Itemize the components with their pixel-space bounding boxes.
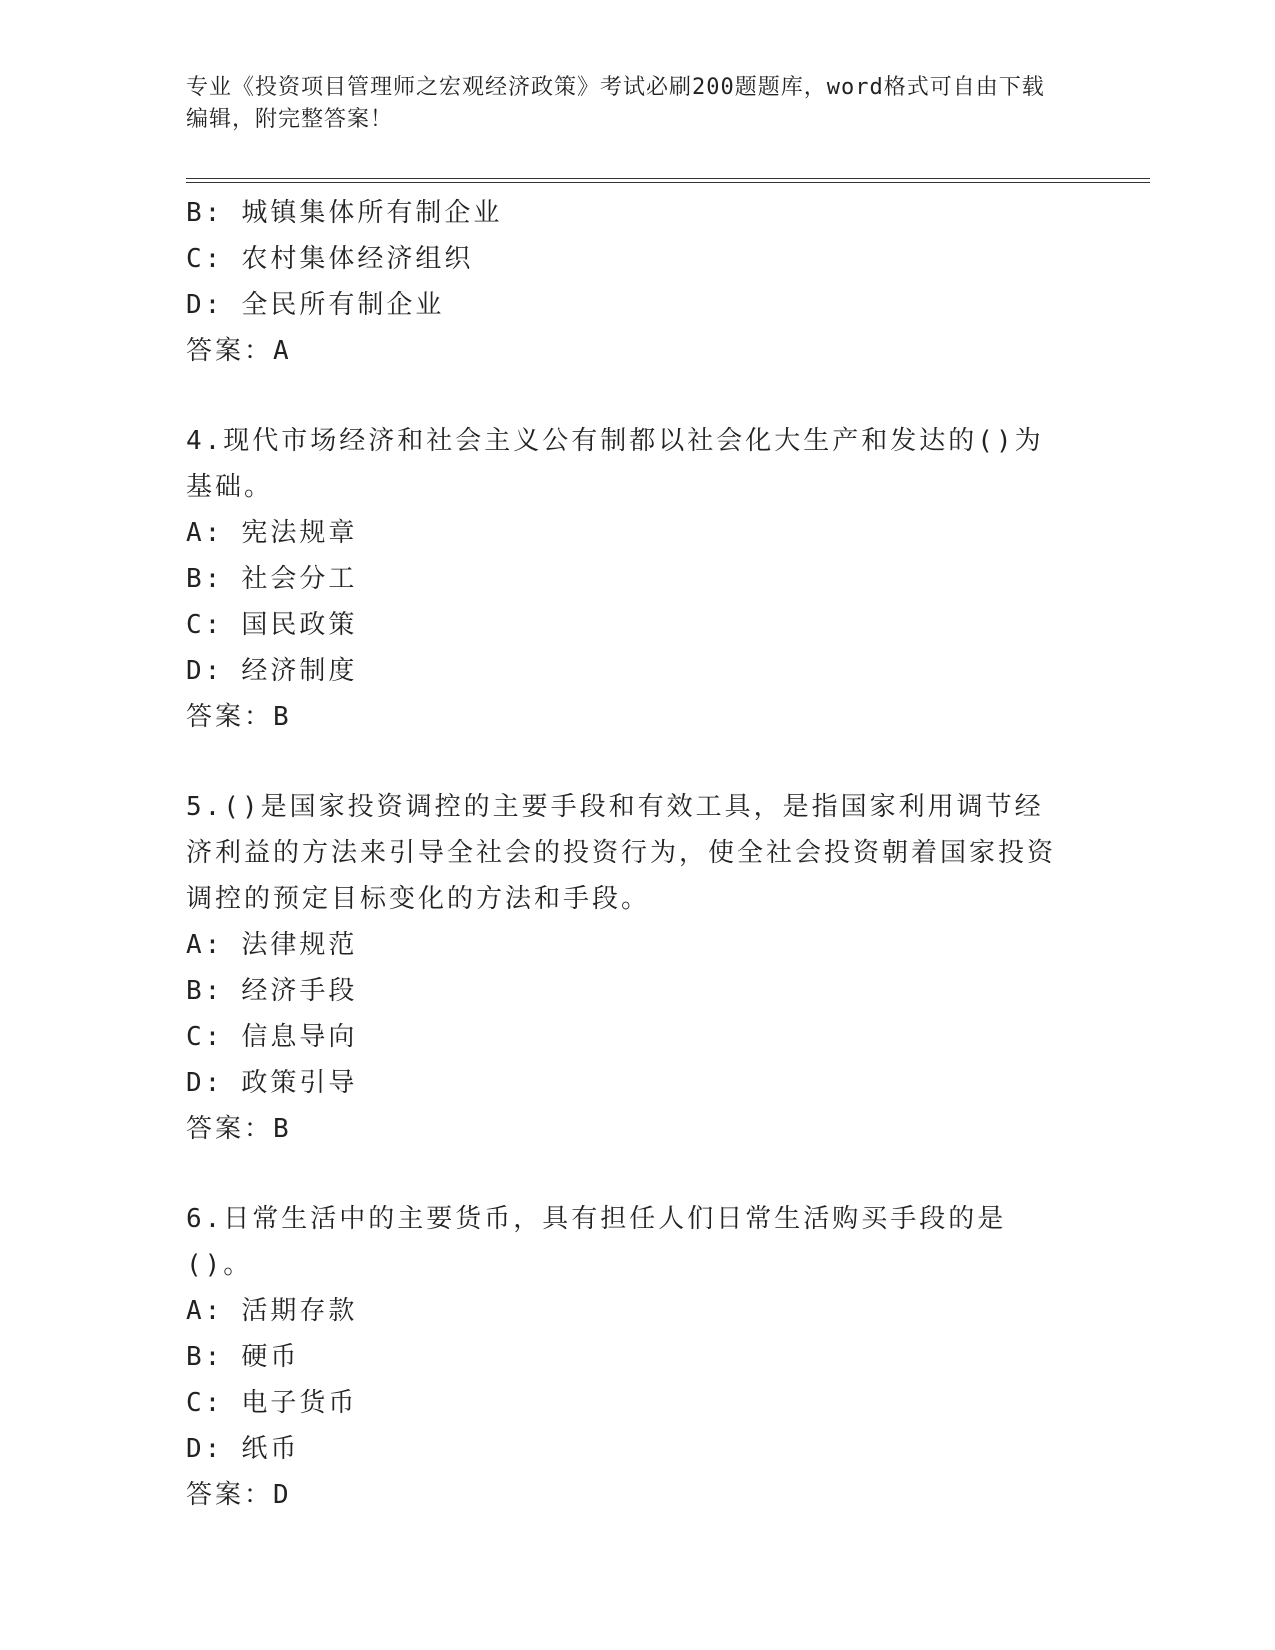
question-text: 5.()是国家投资调控的主要手段和有效工具，是指国家利用调节经济利益的方法来引导全社会的投资行为，使全社会投资朝着国家投资调控的预定目标变化的方法和手段。: [186, 792, 1057, 914]
option-key: A:: [186, 1296, 224, 1326]
option-text: 纸币: [241, 1434, 300, 1464]
answer-label: 答案：: [186, 702, 274, 732]
option-text: 硬币: [241, 1342, 300, 1372]
option-text: 经济手段: [241, 976, 358, 1006]
question-text: 6.日常生活中的主要货币，具有担任人们日常生活购买手段的是()。: [186, 1204, 1007, 1280]
option-key: C:: [186, 610, 224, 640]
option-text: 经济制度: [241, 656, 358, 686]
document-header: 专业《投资项目管理师之宏观经济政策》考试必刷200题题库，word格式可自由下载编辑，附完整答案！: [186, 75, 1045, 132]
option-c: [186, 1380, 1066, 1426]
option-text: 电子货币: [241, 1388, 358, 1418]
option-key: A:: [186, 518, 224, 548]
answer-value: B: [273, 702, 290, 732]
option-key: C:: [186, 1022, 224, 1052]
answer-line: [186, 328, 1066, 374]
option-c: [186, 1014, 1066, 1060]
option-b: [186, 1334, 1066, 1380]
option-a: [186, 1288, 1066, 1334]
option-text: 农村集体经济组织: [241, 244, 474, 274]
option-key: C:: [186, 1388, 224, 1418]
answer-label: 答案：: [186, 1114, 274, 1144]
question-3-continuation: [186, 190, 1066, 374]
option-key: B:: [186, 564, 224, 594]
answer-value: D: [273, 1480, 290, 1510]
option-c: [186, 236, 1066, 282]
option-text: 活期存款: [241, 1296, 358, 1326]
option-key: A:: [186, 930, 224, 960]
option-b: [186, 556, 1066, 602]
option-key: D:: [186, 656, 224, 686]
option-key: B:: [186, 976, 224, 1006]
answer-line: [186, 1472, 1066, 1518]
option-d: [186, 1060, 1066, 1106]
answer-line: [186, 1106, 1066, 1152]
question-4: [186, 418, 1066, 740]
option-key: D:: [186, 1434, 224, 1464]
option-d: [186, 648, 1066, 694]
answer-line: [186, 694, 1066, 740]
option-text: 政策引导: [241, 1068, 358, 1098]
option-b: [186, 190, 1066, 236]
option-c: [186, 602, 1066, 648]
option-text: 全民所有制企业: [241, 290, 445, 320]
option-b: [186, 968, 1066, 1014]
header-rule-bottom: [186, 182, 1150, 183]
option-key: B:: [186, 198, 224, 228]
option-text: 宪法规章: [241, 518, 358, 548]
option-text: 法律规范: [241, 930, 358, 960]
option-key: C:: [186, 244, 224, 274]
question-list: [186, 190, 1066, 1518]
option-text: 社会分工: [241, 564, 358, 594]
option-key: D:: [186, 1068, 224, 1098]
question-6: [186, 1196, 1066, 1518]
option-key: D:: [186, 290, 224, 320]
question-text: 4.现代市场经济和社会主义公有制都以社会化大生产和发达的()为基础。: [186, 426, 1044, 502]
answer-value: A: [273, 336, 290, 366]
option-text: 国民政策: [241, 610, 358, 640]
option-a: [186, 922, 1066, 968]
header-rule-top: [186, 178, 1150, 179]
option-text: 信息导向: [241, 1022, 358, 1052]
option-key: B:: [186, 1342, 224, 1372]
answer-label: 答案：: [186, 336, 274, 366]
answer-value: B: [273, 1114, 290, 1144]
answer-label: 答案：: [186, 1480, 274, 1510]
option-a: [186, 510, 1066, 556]
option-d: [186, 1426, 1066, 1472]
option-text: 城镇集体所有制企业: [241, 198, 503, 228]
question-5: [186, 784, 1066, 1152]
option-d: [186, 282, 1066, 328]
